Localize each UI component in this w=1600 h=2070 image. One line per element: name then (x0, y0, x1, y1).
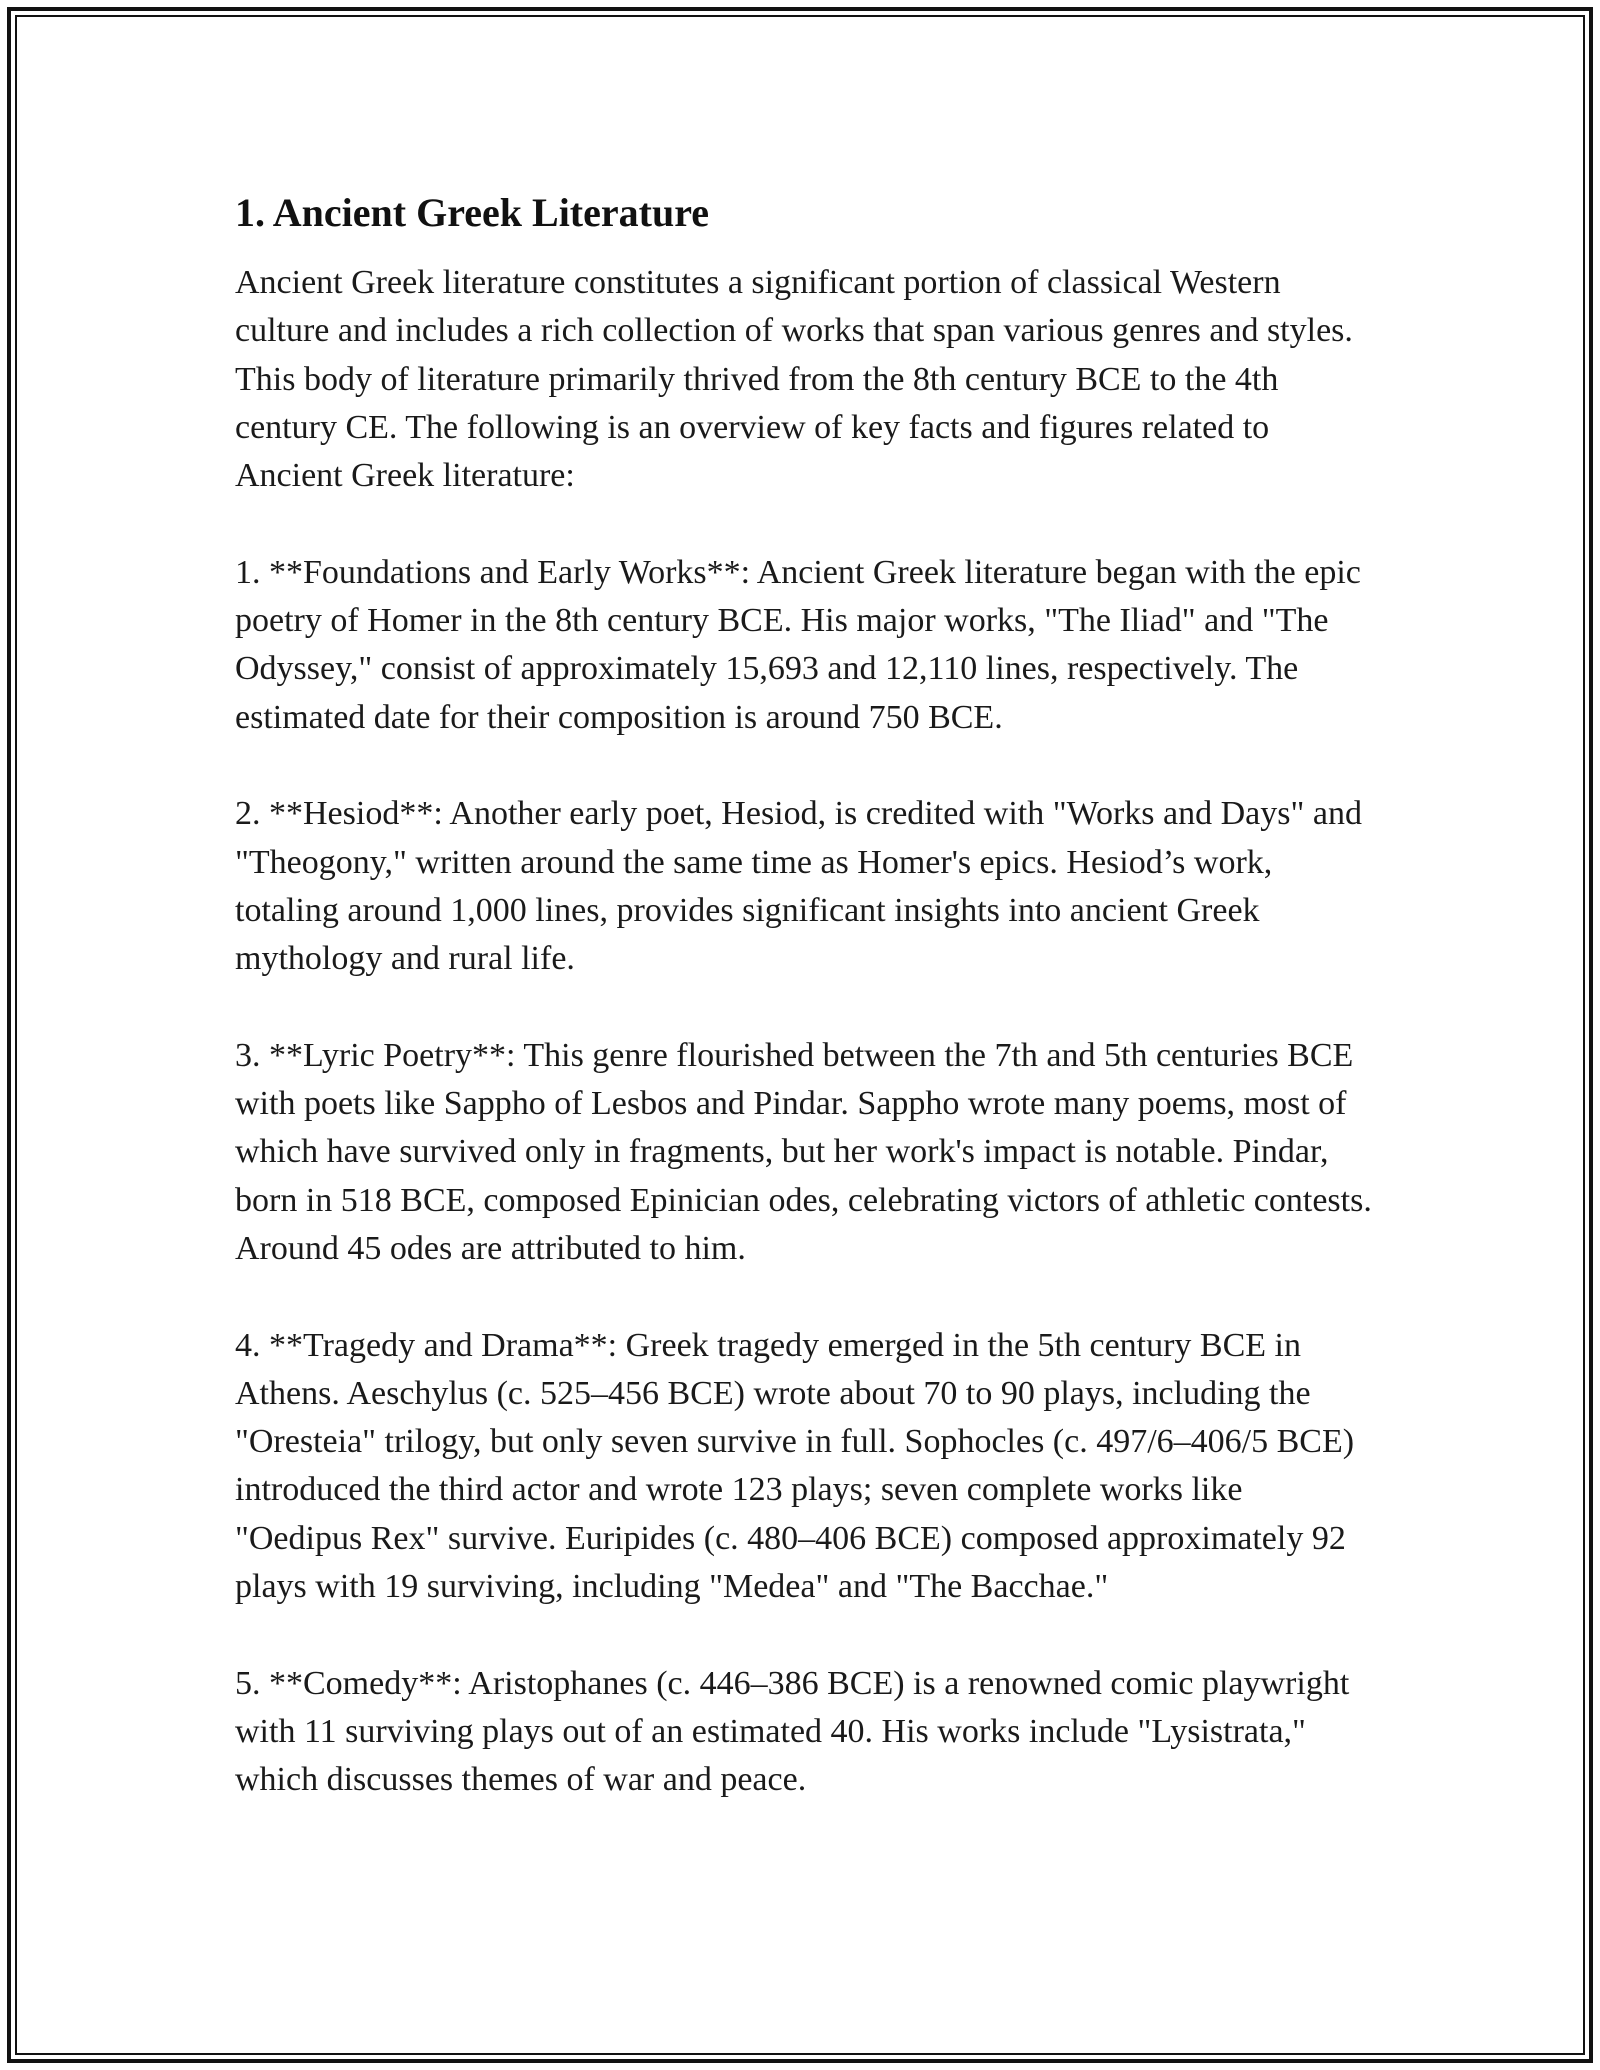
paragraph-tragedy-drama: 4. **Tragedy and Drama**: Greek tragedy emerged in the 5th century BCE in Athens. Aeschylus (c. 525–456 BCE) wrote about 70 to 90 plays, including the "Oresteia" trilogy, but only seven survive in full. Sophocles (c. 497/6–406/5 BCE) introduced the third actor and wrote 123 plays; seven complete works like "Oedipus Rex" survive. Euripides (c. 480–406 BCE) composed approximately 92 plays with 19 surviving, including "Medea" and "The Bacchae." (235, 1326, 1355, 1606)
intro-paragraph: Ancient Greek literature constitutes a significant portion of classical Western culture and includes a rich collection of works that span various genres and styles. This body of literature primarily thrived from the 8th century BCE to the 4th century CE. The following is an overview of key facts and figures related to Ancient Greek literature: (235, 264, 1353, 495)
paragraph-comedy: 5. **Comedy**: Aristophanes (c. 446–386 BCE) is a renowned comic playwright with 11 surviving plays out of an estimated 40. His works include "Lysistrata," which discusses themes of war and peace. (235, 1664, 1350, 1799)
paragraph-foundations: 1. **Foundations and Early Works**: Ancient Greek literature began with the epic poetry of Homer in the 8th century BCE. His major works, "The Iliad" and "The Odyssey," consist of approximately 15,693 and 12,110 lines, respectively. The estimated date for their composition is around 750 BCE. (235, 553, 1361, 736)
document-body (235, 186, 1375, 1805)
paragraph-hesiod: 2. **Hesiod**: Another early poet, Hesiod, is credited with "Works and Days" and "Theogony," written around the same time as Homer's epics. Hesiod’s work, totaling around 1,000 lines, provides significant insights into ancient Greek mythology and rural life. (235, 795, 1362, 978)
section-heading: 1. Ancient Greek Literature (235, 190, 709, 235)
paragraph-lyric-poetry: 3. **Lyric Poetry**: This genre flourished between the 7th and 5th centuries BCE with poets like Sappho of Lesbos and Pindar. Sappho wrote many poems, most of which have survived only in fragments, but her work's impact is notable. Pindar, born in 518 BCE, composed Epinician odes, celebrating victors of athletic contests. Around 45 odes are attributed to him. (235, 1036, 1372, 1267)
